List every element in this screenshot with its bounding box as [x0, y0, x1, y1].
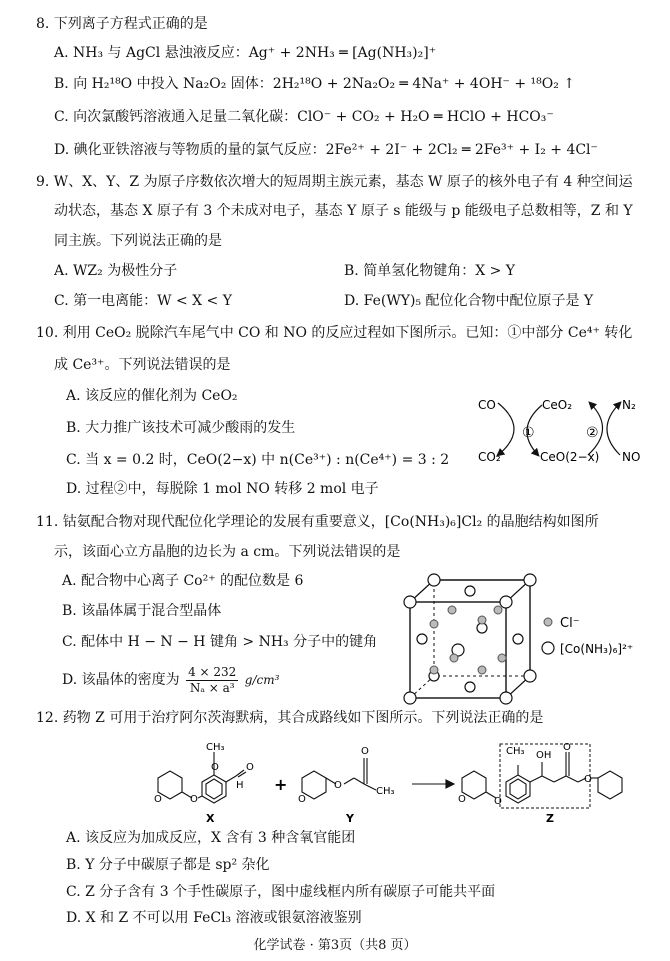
q10-option-b: B. 大力推广该技术可减少酸雨的发生: [66, 420, 296, 436]
q11-stem-line1: 11. 钴氨配合物对现代配位化学理论的发展有重要意义，[Co(NH₃)₆]Cl₂ 的晶胞结构如图所: [36, 514, 599, 530]
q9-stem-line2: 动状态，基态 X 原子有 3 个未成对电子，基态 Y 原子 s 能级与 p 能级电子总数相等，Z 和 Y: [54, 203, 633, 219]
label-x: X: [206, 812, 215, 825]
diagram-no: NO: [622, 450, 641, 464]
y-ring-o-label: O: [298, 794, 306, 805]
x-ether-o-label: O: [190, 794, 198, 805]
diagram-co: CO: [478, 398, 496, 412]
q9-option-a: A. WZ₂ 为极性分子: [54, 263, 178, 279]
label-z: Z: [546, 812, 554, 825]
q10-stem-line2: 成 Ce³⁺。下列说法错误的是: [54, 357, 231, 373]
q11-option-d: [62, 662, 279, 698]
q10-stem-line1: 10. 利用 CeO₂ 脱除汽车尾气中 CO 和 NO 的反应过程如下图所示。已知：①中部分 Ce⁴⁺ 转化: [36, 325, 633, 341]
page-footer: 化学试卷 · 第3页（共8 页）: [253, 938, 417, 953]
q10-option-c: C. 当 x = 0.2 时，CeO(2−x) 中 n(Ce³⁺) : n(Ce⁴⁺) = 3 : 2: [66, 452, 450, 468]
q8-option-a: A. NH₃ 与 AgCl 悬浊液反应：Ag⁺ + 2NH₃ ═ [Ag(NH₃)₂]⁺: [54, 45, 437, 61]
legend-co-swatch: [542, 642, 554, 654]
q12-option-b: B. Y 分子中碳原子都是 sp² 杂化: [66, 857, 270, 873]
q9-option-c: C. 第一电离能：W < X < Y: [54, 293, 232, 309]
z-ch3-label: CH₃: [506, 746, 525, 757]
q8-stem: 8. 下列离子方程式正确的是: [36, 16, 208, 32]
x-ome-o-label: O: [211, 762, 219, 773]
q8-option-b: B. 向 H₂¹⁸O 中投入 Na₂O₂ 固体：2H₂¹⁸O + 2Na₂O₂ ═ 4Na⁺ + 4OH⁻ + ¹⁸O₂ ↑: [54, 76, 576, 92]
density-unit: g/cm³: [244, 673, 280, 687]
plus-sign: +: [274, 775, 288, 794]
q11-option-b: B. 该晶体属于混合型晶体: [62, 603, 222, 619]
y-ketone-o-label: O: [361, 746, 369, 757]
q10-option-d: D. 过程②中，每脱除 1 mol NO 转移 2 mol 电子: [66, 481, 379, 497]
q12-option-d: D. X 和 Z 不可以用 FeCl₃ 溶液或银氨溶液鉴别: [66, 910, 362, 926]
q11-option-c: C. 配体中 H − N − H 键角 > NH₃ 分子中的键角: [62, 634, 378, 650]
q9-stem-line3: 同主族。下列说法正确的是: [54, 233, 222, 249]
diagram-step2: ②: [586, 425, 599, 441]
q9-option-d: D. Fe(WY)₅ 配位化合物中配位原子是 Y: [344, 293, 594, 309]
diagram-n2: N₂: [622, 398, 636, 412]
arrow-no-to-n2: [607, 403, 620, 455]
diagram-ceo2: CeO₂: [542, 398, 573, 412]
q10-reaction-diagram: [470, 385, 660, 475]
z-oh-label: OH: [536, 750, 552, 761]
q11-stem-line2: 示，该面心立方晶胞的边长为 a cm。下列说法错误的是: [54, 544, 401, 560]
y-ether-o-label: O: [334, 780, 342, 791]
q12-option-a: A. 该反应为加成反应，X 含有 3 种含氧官能团: [66, 830, 356, 846]
diagram-co2: CO₂: [478, 450, 501, 464]
q11-option-d-prefix: D. 该晶体的密度为: [62, 672, 180, 688]
x-aldehyde-o-label: O: [246, 762, 254, 773]
q12-stem: 12. 药物 Z 可用于治疗阿尔茨海默病，其合成路线如下图所示。下列说法正确的是: [36, 710, 544, 726]
q8-option-d: D. 碘化亚铁溶液与等物质的量的氯气反应：2Fe²⁺ + 2I⁻ + 2Cl₂ ═ 2Fe³⁺ + I₂ + 4Cl⁻: [54, 142, 598, 158]
density-denominator: Nₐ × a³: [189, 680, 235, 695]
x-aldehyde-h-label: H: [236, 780, 244, 791]
density-fraction: [186, 665, 238, 696]
legend-cl-label: Cl⁻: [560, 616, 580, 631]
z-ring-o-label: O: [458, 794, 466, 805]
q9-stem-line1: 9. W、X、Y、Z 为原子序数依次增大的短周期主族元素，基态 W 原子的核外电子有 4 种空间运: [36, 174, 633, 190]
x-ring-o-label: O: [154, 794, 162, 805]
q9-option-b: B. 简单氢化物键角：X > Y: [344, 263, 516, 279]
diagram-ceo2x: CeO(2−x): [540, 450, 600, 464]
q10-option-a: A. 该反应的催化剂为 CeO₂: [66, 388, 238, 404]
q11-option-a: A. 配合物中心离子 Co²⁺ 的配位数是 6: [62, 573, 304, 589]
legend-cl-swatch: [544, 618, 552, 626]
q12-option-c: C. Z 分子含有 3 个手性碳原子，图中虚线框内所有碳原子可能共平面: [66, 884, 496, 900]
label-y: Y: [346, 812, 354, 825]
z-ketone-o-label: O: [563, 742, 571, 753]
z-aryl-o-label: O: [494, 796, 502, 807]
z-ether-o-label: O: [584, 774, 592, 785]
legend-co-label: [Co(NH₃)₆]²⁺: [560, 642, 634, 656]
q12-synthesis-route-diagram: [150, 738, 660, 826]
q8-option-c: C. 向次氯酸钙溶液通入足量二氧化碳：ClO⁻ + CO₂ + H₂O ═ HClO + HCO₃⁻: [54, 109, 554, 125]
x-ch3-label: CH₃: [206, 742, 225, 753]
y-ch3-label: CH₃: [376, 786, 395, 797]
diagram-step1: ①: [522, 425, 535, 441]
q11-crystal-cell-diagram: [398, 570, 668, 710]
density-numerator: 4 × 232: [188, 664, 237, 679]
arrow-co-to-co2: [498, 403, 514, 455]
